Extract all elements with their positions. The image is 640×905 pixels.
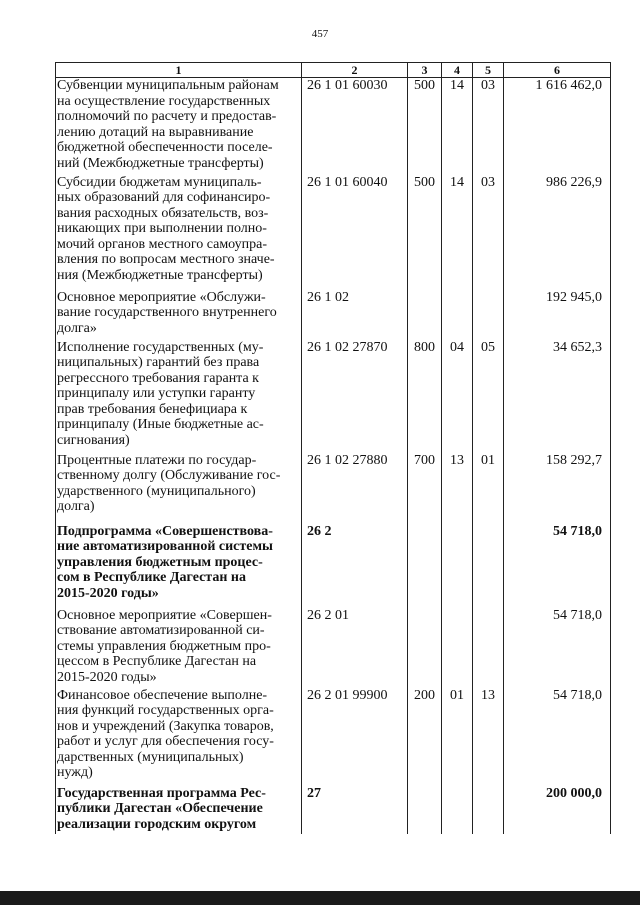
- row-expense-type: 800: [408, 340, 442, 453]
- table-row: [56, 175, 611, 290]
- row-name: Исполнение государственных (му- ниципальных) гарантий без права регрессного требования гаранта к принципалу или уступки гаранту прав требования бенефициара к принципалу (Иные бюджетные ас- сигнования): [56, 340, 302, 453]
- row-amount: 54 718,0: [504, 524, 611, 608]
- row-name: Финансовое обеспечение выполне- ния функций государственных орга- нов и учреждений (Закупка товаров, работ и услуг для обеспечения госу- дарственных (муниципальных) нужд): [56, 688, 302, 786]
- row-subsection: [473, 608, 504, 688]
- row-subsection: 03: [473, 78, 504, 175]
- row-amount: 192 945,0: [504, 290, 611, 340]
- row-target-code: 26 1 01 60030: [302, 78, 408, 175]
- row-section: 14: [442, 78, 473, 175]
- row-target-code: 27: [302, 786, 408, 834]
- row-section: [442, 786, 473, 834]
- row-expense-type: [408, 608, 442, 688]
- scan-edge: [0, 891, 640, 905]
- row-amount: 986 226,9: [504, 175, 611, 290]
- row-target-code: 26 1 02: [302, 290, 408, 340]
- row-target-code: 26 1 02 27880: [302, 453, 408, 524]
- row-section: 04: [442, 340, 473, 453]
- row-amount: 200 000,0: [504, 786, 611, 834]
- column-header: 1: [56, 63, 302, 78]
- row-name: Субвенции муниципальным районам на осуществление государственных полномочий по расчету и предостав- лению дотаций на выравнивание бюджетной обеспеченности поселе- ний (Межбюджетные трансферты): [56, 78, 302, 175]
- row-target-code: 26 1 02 27870: [302, 340, 408, 453]
- row-section: [442, 524, 473, 608]
- row-section: [442, 290, 473, 340]
- row-subsection: [473, 290, 504, 340]
- row-name: Основное мероприятие «Обслужи- вание государственного внутреннего долга»: [56, 290, 302, 340]
- row-name: Подпрограмма «Совершенствова- ние автоматизированной системы управления бюджетным процес- сом в Республике Дагестан на 2015-2020 годы»: [56, 524, 302, 608]
- table-row: [56, 78, 611, 175]
- row-section: [442, 608, 473, 688]
- row-name: Субсидии бюджетам муниципаль- ных образований для софинансиро- вания расходных обязательств, воз- никающих при выполнении полно- мочий органов местного самоупра- вления по вопросам местного значе- ния (Межбюджетные трансферты): [56, 175, 302, 290]
- row-subsection: 13: [473, 688, 504, 786]
- row-target-code: 26 1 01 60040: [302, 175, 408, 290]
- column-header: 6: [504, 63, 611, 78]
- row-expense-type: 200: [408, 688, 442, 786]
- row-subsection: [473, 786, 504, 834]
- table-body: [56, 78, 611, 834]
- row-name: Основное мероприятие «Совершен- ствование автоматизированной си- стемы управления бюджетным про- цессом в Республике Дагестан на 2015-2020 годы»: [56, 608, 302, 688]
- row-target-code: 26 2 01: [302, 608, 408, 688]
- table-row: [56, 340, 611, 453]
- column-header: 5: [473, 63, 504, 78]
- row-subsection: 01: [473, 453, 504, 524]
- row-expense-type: [408, 290, 442, 340]
- column-header: 4: [442, 63, 473, 78]
- row-amount: 54 718,0: [504, 608, 611, 688]
- row-name: Процентные платежи по государ- ственному долгу (Обслуживание гос- ударственного (муниципального) долга): [56, 453, 302, 524]
- row-section: 14: [442, 175, 473, 290]
- row-amount: 158 292,7: [504, 453, 611, 524]
- page-number: 457: [311, 28, 329, 40]
- table-header-row: [56, 63, 611, 78]
- table-row: [56, 688, 611, 786]
- row-expense-type: [408, 786, 442, 834]
- row-amount: 1 616 462,0: [504, 78, 611, 175]
- row-amount: 54 718,0: [504, 688, 611, 786]
- table-row: [56, 290, 611, 340]
- table-row: [56, 453, 611, 524]
- row-expense-type: 500: [408, 175, 442, 290]
- budget-table: [55, 62, 611, 834]
- row-section: 01: [442, 688, 473, 786]
- row-expense-type: 500: [408, 78, 442, 175]
- row-name: Государственная программа Рес- публики Дагестан «Обеспечение реализации городским округом: [56, 786, 302, 834]
- column-header: 2: [302, 63, 408, 78]
- table-row: [56, 524, 611, 608]
- row-section: 13: [442, 453, 473, 524]
- row-amount: 34 652,3: [504, 340, 611, 453]
- row-target-code: 26 2: [302, 524, 408, 608]
- row-expense-type: [408, 524, 442, 608]
- row-subsection: 03: [473, 175, 504, 290]
- row-subsection: 05: [473, 340, 504, 453]
- table-row: [56, 608, 611, 688]
- row-subsection: [473, 524, 504, 608]
- row-target-code: 26 2 01 99900: [302, 688, 408, 786]
- table-row: [56, 786, 611, 834]
- row-expense-type: 700: [408, 453, 442, 524]
- column-header: 3: [408, 63, 442, 78]
